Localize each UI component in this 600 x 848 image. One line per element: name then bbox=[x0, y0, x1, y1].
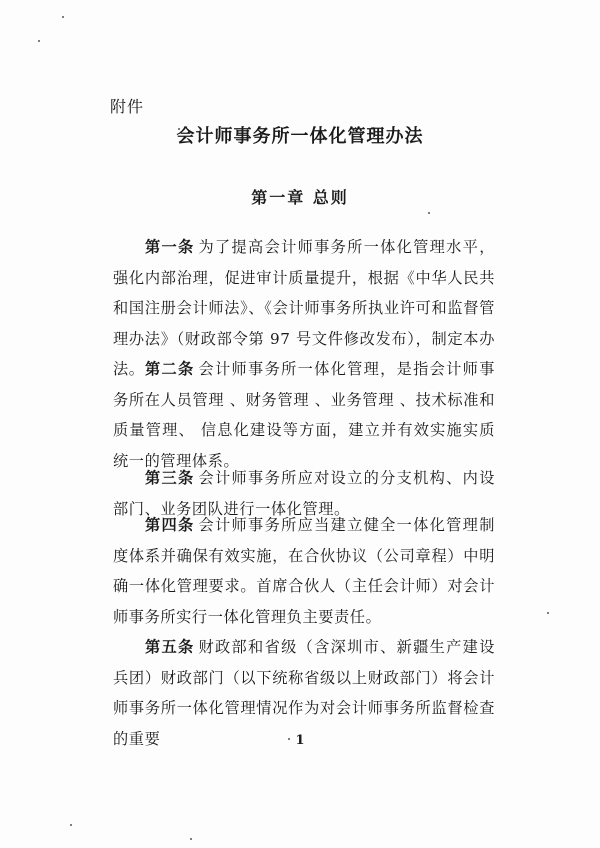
scan-speck bbox=[38, 40, 40, 42]
scan-speck bbox=[547, 612, 549, 614]
article-number: 第三条 bbox=[145, 469, 195, 487]
scan-speck bbox=[70, 824, 72, 826]
article-4 bbox=[113, 510, 495, 632]
chapter-heading: 第一章 总则 bbox=[251, 188, 349, 207]
article-number: 第四条 bbox=[145, 516, 195, 534]
article-number: 第五条 bbox=[145, 638, 195, 656]
article-text: 会计师事务所应当建立健全一体化管理制度体系并确保有效实施，在合伙协议（公司章程）中明确一体化管理要求。首席合伙人（主任会计师）对会计师事务所实行一体化管理负主要责任。 bbox=[113, 516, 495, 626]
article-text: 会计师事务所应对设立的分支机构、内设部门、业务团队进行一体化管理。 bbox=[113, 469, 495, 518]
attachment-label: 附件 bbox=[110, 97, 145, 116]
article-2 bbox=[113, 354, 495, 476]
article-text: 财政部和省级（含深圳市、新疆生产建设兵团）财政部门（以下统称省级以上财政部门）将会计师事务所一体化管理情况作为对会计师事务所监督检查的重要 bbox=[113, 638, 495, 748]
document-title: 会计师事务所一体化管理办法 bbox=[176, 126, 424, 147]
page-number: 1 bbox=[295, 733, 305, 748]
article-number: 第二条 bbox=[145, 360, 195, 378]
article-number: 第一条 bbox=[145, 238, 195, 256]
article-text: 为了提高会计师事务所一体化管理水平，强化内部治理，促进审计质量提升，根据《中华人民共和国注册会计师法》、《会计师事务所执业许可和监督管理办法》（财政部令第 97 号文件修改发布），制定本办法。 bbox=[113, 238, 495, 378]
scan-speck bbox=[190, 838, 192, 840]
scan-speck bbox=[428, 212, 430, 214]
scan-speck bbox=[62, 16, 64, 18]
article-text: 会计师事务所一体化管理，是指会计师事务所在人员管理 、财务管理 、业务管理 、技术标准和质量管理、 信息化建设等方面，建立并有效实施实质统一的管理体系。 bbox=[113, 360, 495, 470]
